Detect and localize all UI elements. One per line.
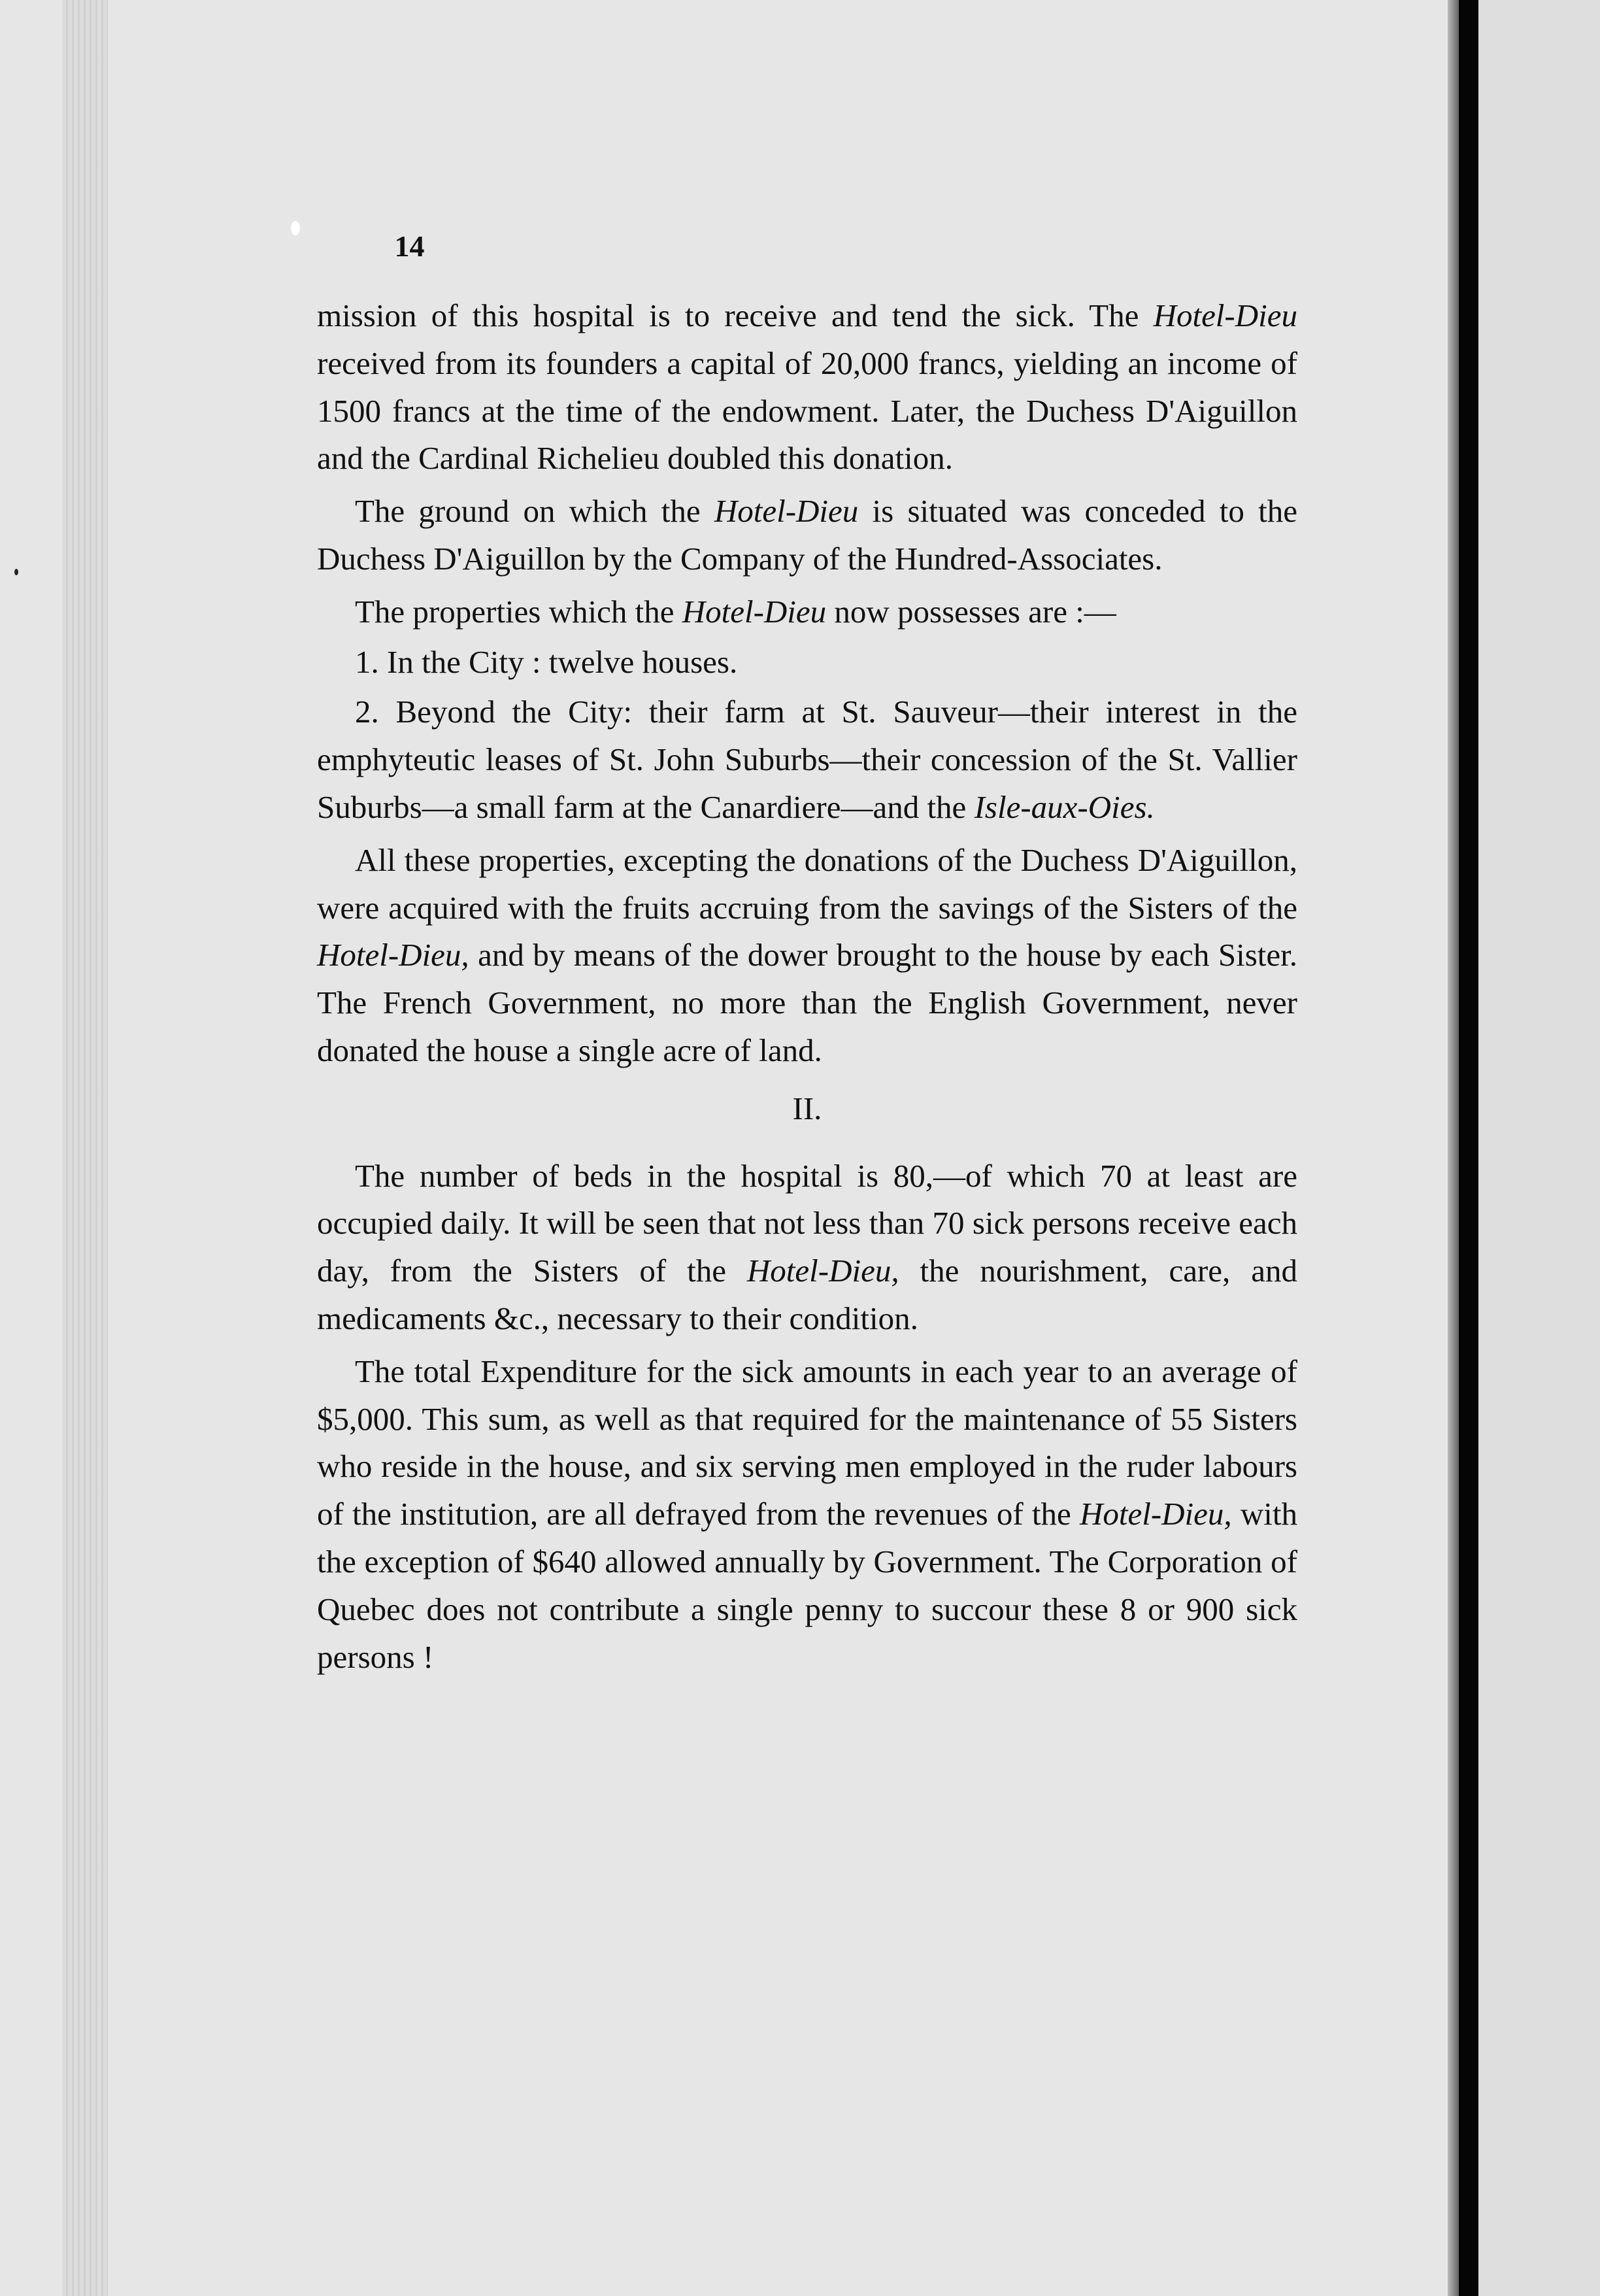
book-spine [1459,0,1478,2296]
paragraph: The ground on which the Hotel-Dieu is situated was conceded to the Duchess D'Aiguillon by the Company of the Hundred-Associates. [317,493,1298,577]
italic-text: Hotel-Dieu, [317,937,469,973]
paragraph: mission of this hospital is to receive and tend the sick. The Hotel-Dieu received from its founders a capital of 20,000 francs, yielding an income of 1500 francs at the time of the endowment. Later, the Duchess D'Aiguillon and the Cardinal Richelieu doubled this donation. [317,297,1297,477]
section-heading: II. [792,1090,822,1126]
facing-page-edge [1478,0,1600,2296]
paragraph: 2. Beyond the City: their farm at St. Sauveur—their interest in the emphyteutic leases of St. John Suburbs—their concession of the St. Vallier Suburbs—a small farm at the Canardiere—and the Isle-aux-Oies. [317,694,1297,825]
paragraph: All these properties, excepting the donations of the Duchess D'Aiguillon, were acquired with the fruits accruing from the savings of the Sisters of the Hotel-Dieu, and by means of the dower brought to the house by each Sister. The French Government, no more than the English Government, never donated the house a single acre of land. [317,841,1297,1068]
paragraph: The number of beds in the hospital is 80,—of which 70 at least are occupied daily. It will be seen that not less than 70 sick persons receive each day, from the Sisters of the Hotel-Dieu, the nourishment, care, and medicaments &c., necessary to their condition. [317,1157,1297,1336]
page-edges [62,0,108,2296]
italic-text: Hotel-Dieu, [1079,1496,1232,1532]
paragraph: The properties which the Hotel-Dieu now possesses are :— [355,593,1116,630]
body-text [317,292,1297,1681]
italic-text: Hotel-Dieu [682,593,827,630]
speck-mark [14,569,18,575]
italic-text: Hotel-Dieu [714,493,859,530]
page-number [0,229,1600,263]
paragraph: 1. In the City : twelve houses. [355,643,738,680]
italic-text: Hotel-Dieu, [746,1253,899,1289]
italic-text: Isle-aux-Oies. [974,788,1155,825]
italic-text: Hotel-Dieu [1153,297,1297,333]
speck-mark [291,221,300,235]
paragraph: The total Expenditure for the sick amounts in each year to an average of $5,000. This sum, as well as that required for the maintenance of 55 Sisters who reside in the house, and six serving men employed in the ruder labours of the institution, are all defrayed from the revenues of the Hotel-Dieu, with the exception of $640 allowed annually by Government. The Corporation of Quebec does not contribute a single penny to succour these 8 or 900 sick persons ! [317,1353,1297,1675]
page-number-text: 14 [394,229,425,263]
